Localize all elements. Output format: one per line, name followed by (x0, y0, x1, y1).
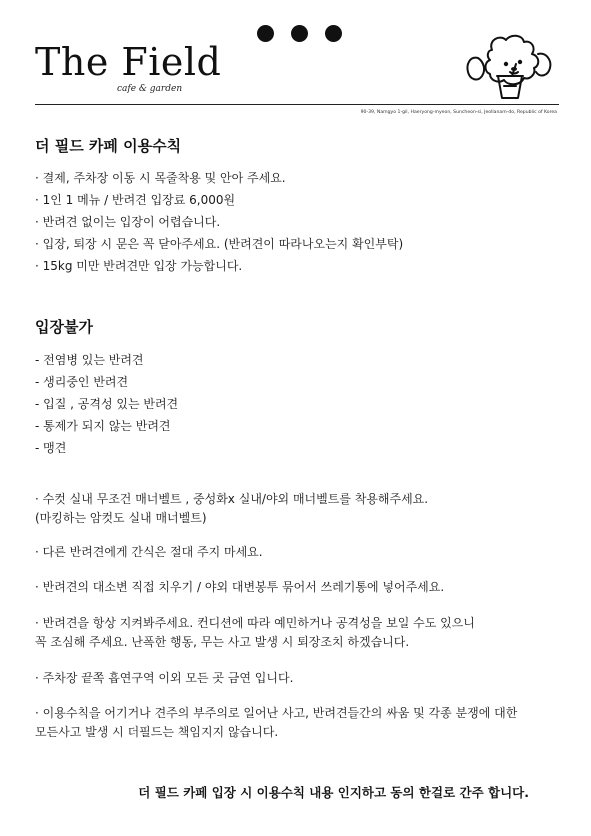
page-dots (257, 25, 342, 42)
agreement-notice: 더 필드 카페 입장 시 이용수칙 내용 인지하고 동의 한걸로 간주 합니다. (138, 785, 529, 800)
rule-paragraph: · 반려견을 항상 지켜봐주세요. 컨디션에 따라 예민하거나 공격성을 보일 수도 있으니 꼭 조심해 주세요. 난폭한 행동, 무는 사고 발생 시 퇴장조치 하겠습니다. (35, 616, 475, 649)
rule-paragraph: · 다른 반려견에게 간식은 절대 주지 마세요. (35, 545, 263, 559)
brand-subtitle: cafe & garden (117, 84, 183, 94)
dot (291, 25, 308, 42)
address: 90-39, Namgyo 1-gil, Haeryong-myeon, Suncheon-si, Jeollanam-do, Republic of Korea (360, 110, 557, 115)
dot (325, 25, 342, 42)
list-item: - 맹견 (35, 441, 67, 455)
no-entry-list (35, 349, 178, 459)
list-item: - 통제가 되지 않는 반려견 (35, 419, 171, 433)
rules-list (35, 167, 403, 277)
list-item: · 결제, 주차장 이동 시 목줄착용 및 안아 주세요. (35, 171, 286, 185)
rule-paragraph: · 반려견의 대소변 직접 치우기 / 야외 대변봉투 묶어서 쓰레기통에 넣어주세요. (35, 580, 445, 594)
rule-paragraph: · 이용수칙을 어기거나 견주의 부주의로 일어난 사고, 반려견들간의 싸움 및 각종 분쟁에 대한 모든사고 발생 시 더필드는 책임지지 않습니다. (35, 706, 518, 739)
list-item: - 입질 , 공격성 있는 반려견 (35, 397, 179, 411)
list-item: · 1인 1 메뉴 / 반려견 입장료 6,000원 (35, 193, 236, 207)
list-item: - 전염병 있는 반려견 (35, 353, 144, 367)
rule-paragraph: · 주차장 끝쪽 흡연구역 이외 모든 곳 금연 입니다. (35, 671, 294, 685)
section-title-no-entry: 입장불가 (35, 318, 93, 336)
list-item: · 입장, 퇴장 시 문은 꼭 닫아주세요. (반려견이 따라나오는지 확인부탁) (35, 237, 404, 251)
brand-title: The Field (35, 40, 222, 84)
list-item: - 생리중인 반려견 (35, 375, 129, 389)
list-item: · 15kg 미만 반려견만 입장 가능합니다. (35, 259, 243, 273)
brand-logo (35, 40, 222, 100)
section-title-rules: 더 필드 카페 이용수칙 (35, 137, 182, 155)
dog-with-drink-icon (462, 32, 554, 102)
dot (257, 25, 274, 42)
list-item: · 반려견 없이는 입장이 어렵습니다. (35, 215, 221, 229)
header-divider (35, 104, 559, 105)
rule-paragraph: · 수컷 실내 무조건 매너벨트 , 중성화x 실내/야외 매너벨트를 착용해주세요. (마킹하는 암컷도 실내 매너벨트) (35, 492, 429, 525)
